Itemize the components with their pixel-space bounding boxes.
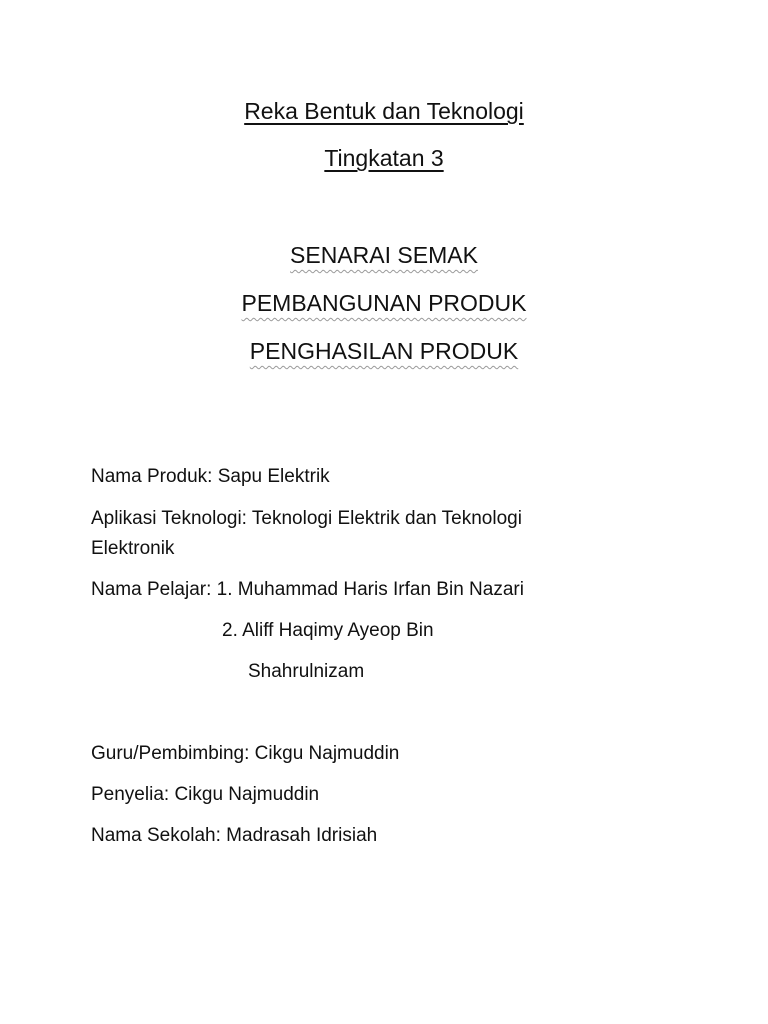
checklist-line-2-row	[0, 288, 768, 318]
checklist-line-1-row	[0, 240, 768, 270]
product-name: Nama Produk: Sapu Elektrik	[91, 466, 330, 487]
title-subject: Reka Bentuk dan Teknologi	[244, 98, 524, 124]
checklist-line-1: SENARAI SEMAK	[290, 242, 478, 268]
student-1: Nama Pelajar: 1. Muhammad Haris Irfan Bin Nazari	[91, 579, 524, 600]
supervisor: Penyelia: Cikgu Najmuddin	[91, 784, 320, 805]
title-level: Tingkatan 3	[324, 145, 444, 171]
student-2-line-2: Shahrulnizam	[248, 661, 365, 682]
technology-line-2: Elektronik	[91, 538, 175, 559]
title-subject-row	[0, 96, 768, 126]
school-name: Nama Sekolah: Madrasah Idrisiah	[91, 825, 378, 846]
technology-line-1: Aplikasi Teknologi: Teknologi Elektrik dan Teknologi	[91, 508, 522, 529]
checklist-line-2: PEMBANGUNAN PRODUK	[241, 290, 527, 316]
student-2-line-1: 2. Aliff Haqimy Ayeop Bin	[222, 620, 434, 641]
checklist-line-3: PENGHASILAN PRODUK	[249, 338, 519, 364]
teacher: Guru/Pembimbing: Cikgu Najmuddin	[91, 743, 400, 764]
title-level-row	[0, 143, 768, 173]
checklist-line-3-row	[0, 336, 768, 366]
